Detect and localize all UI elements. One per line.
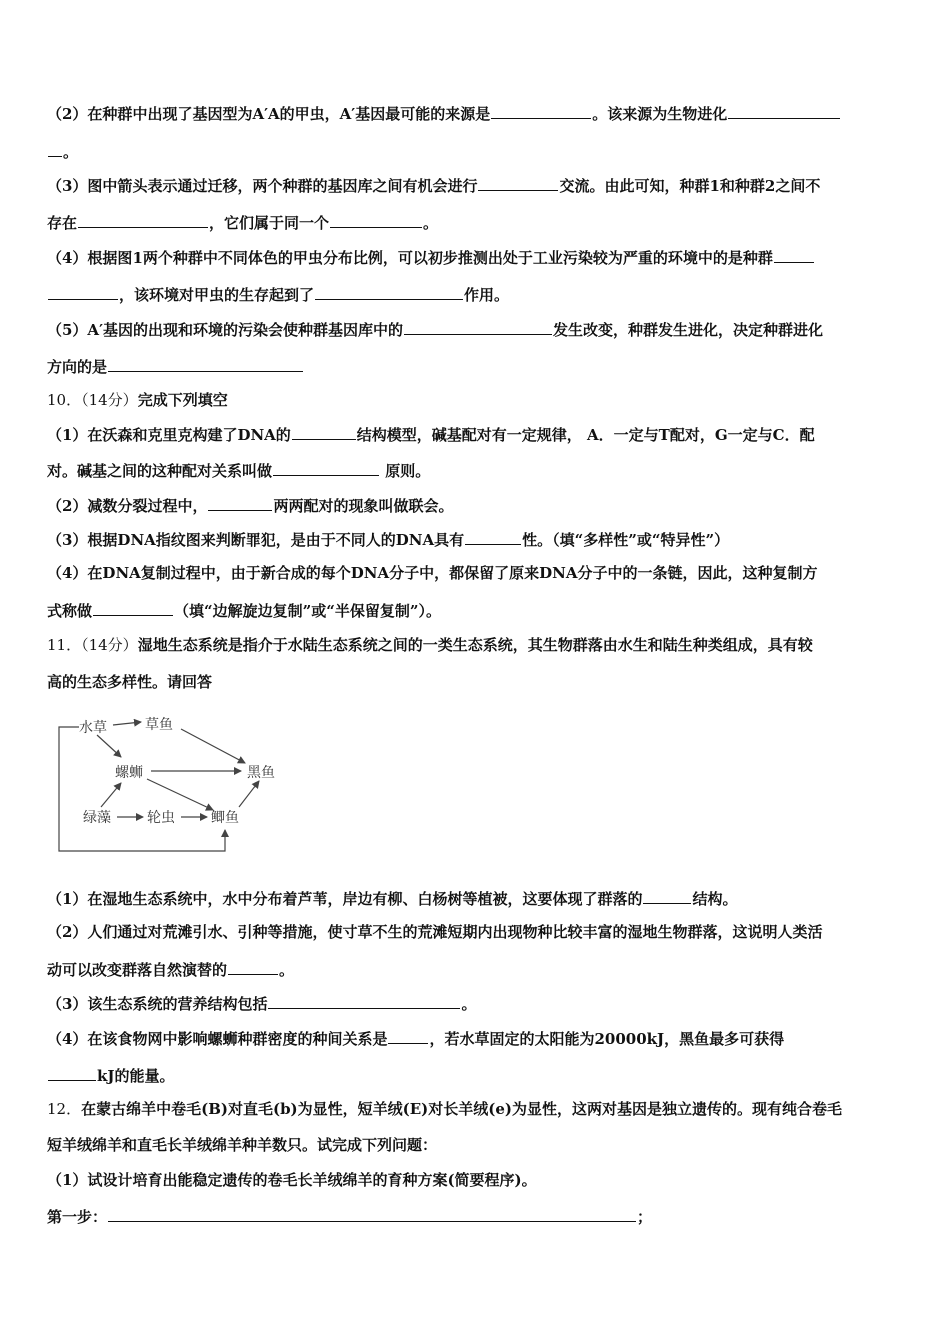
q11-line-4b xyxy=(47,1065,175,1086)
q11-p3-text: 。 xyxy=(461,995,477,1013)
q10-p4-text: 式称做 xyxy=(47,602,93,620)
q11-line-2b xyxy=(47,959,294,980)
q10-p1-text: 对。碱基之间的这种配对关系叫做 xyxy=(47,462,273,480)
q11-line-3 xyxy=(47,993,476,1014)
q10-line-4b xyxy=(47,600,441,621)
q11-p1-text: （1）在湿地生态系统中，水中分布着芦苇，岸边有柳、白杨树等植被，这要体现了群落的 xyxy=(47,890,643,908)
node-lvzao: 绿藻 xyxy=(83,810,111,826)
answer-blank[interactable] xyxy=(48,1065,96,1081)
q9-p2-text: 。 xyxy=(63,143,79,161)
q11-heading xyxy=(47,635,813,655)
q9-line-2b xyxy=(47,141,78,162)
q10-p2-text: 两两配对的现象叫做联会。 xyxy=(273,497,454,515)
answer-blank[interactable] xyxy=(268,993,460,1009)
q10-line-4 xyxy=(47,563,818,583)
answer-blank[interactable] xyxy=(728,103,840,119)
q11-line-2 xyxy=(47,922,822,942)
q10-p4-text: （4）在DNA复制过程中，由于新合成的每个DNA分子中，都保留了原来DNA分子中的一条链，因此，这种复制方 xyxy=(47,564,818,582)
answer-blank[interactable] xyxy=(292,424,356,440)
answer-blank[interactable] xyxy=(478,175,558,191)
answer-blank[interactable] xyxy=(643,888,691,904)
arrow-luosi-jiyu xyxy=(147,779,213,810)
q11-heading-line2 xyxy=(47,672,212,692)
q11-p4-text: （4）在该食物网中影响螺蛳种群密度的种间关系是 xyxy=(47,1030,388,1048)
answer-blank[interactable] xyxy=(774,247,814,263)
node-shuicao: 水草 xyxy=(79,720,107,736)
q9-line-3 xyxy=(47,175,820,196)
answer-blank[interactable] xyxy=(465,529,521,545)
q9-line-4b xyxy=(47,284,509,305)
q9-p3-text: ，它们属于同一个 xyxy=(209,214,330,232)
answer-blank[interactable] xyxy=(315,284,463,300)
answer-blank[interactable] xyxy=(108,356,303,372)
q12-title: 短羊绒绵羊和直毛长羊绒绵羊种羊数只。试完成下列问题： xyxy=(47,1136,438,1154)
step1-text: ； xyxy=(637,1208,653,1226)
answer-blank[interactable] xyxy=(388,1028,428,1044)
node-lunchong: 轮虫 xyxy=(147,810,175,826)
arrow-shuicao-jiyu xyxy=(59,727,225,851)
answer-blank[interactable] xyxy=(404,319,552,335)
q10-p1-text: 原则。 xyxy=(380,462,431,480)
q9-p2-text: 。该来源为生物进化 xyxy=(592,105,728,123)
q11-p4-text: ，若水草固定的太阳能为20000kJ，黑鱼最多可获得 xyxy=(429,1030,785,1048)
answer-blank[interactable] xyxy=(273,460,379,476)
q11-line-4 xyxy=(47,1028,784,1049)
arrow-jiyu-heiyu xyxy=(239,781,259,807)
answer-blank[interactable] xyxy=(48,284,118,300)
q12-line-1 xyxy=(47,1170,537,1190)
node-heiyu: 黑鱼 xyxy=(247,765,275,781)
q9-line-4 xyxy=(47,247,815,268)
arrow-caoyu-heiyu xyxy=(181,729,245,763)
q11-title: 高的生态多样性。请回答 xyxy=(47,673,213,691)
q9-line-5 xyxy=(47,319,823,340)
q10-line-1b xyxy=(47,460,430,481)
answer-blank[interactable] xyxy=(330,212,422,228)
answer-blank[interactable] xyxy=(208,495,272,511)
q9-p3-text: 。 xyxy=(423,214,439,232)
answer-blank[interactable] xyxy=(78,212,208,228)
q9-line-5b xyxy=(47,356,304,377)
q11-p4-text: kJ的能量。 xyxy=(97,1067,175,1085)
q11-p1-text: 结构。 xyxy=(692,890,738,908)
food-web-diagram xyxy=(55,707,295,857)
q12-title: 在蒙古绵羊中卷毛(B)对直毛(b)为显性，短羊绒(E)对长羊绒(e)为显性，这两对基因是独立遗传的。现有纯合卷毛 xyxy=(81,1100,843,1118)
arrow-shuicao-caoyu xyxy=(113,722,141,725)
q10-title: 完成下列填空 xyxy=(137,391,228,409)
answer-blank[interactable] xyxy=(93,600,173,616)
arrow-lvzao-luosi xyxy=(101,783,121,807)
node-jiyu: 鲫鱼 xyxy=(211,810,239,826)
q11-title: 湿地生态系统是指介于水陆生态系统之间的一类生态系统，其生物群落由水生和陆生种类组成，具有较 xyxy=(137,636,813,654)
q11-p2-text: （2）人们通过对荒滩引水、引种等措施，使寸草不生的荒滩短期内出现物种比较丰富的湿地生物群落，这说明人类活 xyxy=(47,923,823,941)
q10-p4-text: （填“边解旋边复制”或“半保留复制”）。 xyxy=(174,602,442,620)
answer-blank[interactable] xyxy=(491,103,591,119)
q12-heading-line2 xyxy=(47,1135,437,1155)
q10-p1-text: （1）在沃森和克里克构建了DNA的 xyxy=(47,426,291,444)
q9-p2-text: （2）在种群中出现了基因型为A′A的甲虫，A′基因最可能的来源是 xyxy=(47,105,491,123)
answer-blank[interactable] xyxy=(228,959,278,975)
q10-p3-text: 性。（填“多样性”或“特异性”） xyxy=(522,531,730,549)
q10-line-3 xyxy=(47,529,729,550)
q11-p3-text: （3）该生态系统的营养结构包括 xyxy=(47,995,268,1013)
q10-p1-text: 结构模型，碱基配对有一定规律， A．一定与T配对，G一定与C．配 xyxy=(356,426,815,444)
q11-p2-text: 动可以改变群落自然演替的 xyxy=(47,961,228,979)
q10-p2-text: （2）减数分裂过程中， xyxy=(47,497,208,515)
step1-label: 第一步： xyxy=(47,1208,108,1226)
q11-number: 11．（14分） xyxy=(47,636,138,654)
q9-line-3b xyxy=(47,212,438,233)
node-luosi: 螺蛳 xyxy=(115,765,143,781)
q9-p5-text: 发生改变，种群发生进化，决定种群进化 xyxy=(553,321,824,339)
q9-p4-text: （4）根据图1两个种群中不同体色的甲虫分布比例，可以初步推测出处于工业污染较为严重的环境中的是种群 xyxy=(47,249,773,267)
q11-line-1 xyxy=(47,888,737,909)
q12-heading xyxy=(47,1099,842,1119)
q12-p1-text: （1）试设计培育出能稳定遗传的卷毛长羊绒绵羊的育种方案(简要程序)。 xyxy=(47,1171,537,1189)
q9-line-2 xyxy=(47,103,841,124)
q9-p3-text: （3）图中箭头表示通过迁移，两个种群的基因库之间有机会进行 xyxy=(47,177,478,195)
q9-p3-text: 交流。由此可知，种群1和种群2之间不 xyxy=(559,177,821,195)
q9-p4-text: ，该环境对甲虫的生存起到了 xyxy=(119,286,315,304)
q9-p3-text: 存在 xyxy=(47,214,78,232)
node-caoyu: 草鱼 xyxy=(145,717,173,733)
q9-p5-text: 方向的是 xyxy=(47,358,108,376)
q10-p3-text: （3）根据DNA指纹图来判断罪犯，是由于不同人的DNA具有 xyxy=(47,531,465,549)
q9-p4-text: 作用。 xyxy=(464,286,510,304)
q10-line-2 xyxy=(47,495,453,516)
arrow-shuicao-luosi xyxy=(97,735,121,757)
answer-blank[interactable] xyxy=(108,1206,636,1222)
q12-number: 12． xyxy=(47,1100,82,1118)
q9-p5-text: （5）A′基因的出现和环境的污染会使种群基因库中的 xyxy=(47,321,404,339)
q10-line-1 xyxy=(47,424,815,445)
q12-step1 xyxy=(47,1206,652,1227)
q10-heading xyxy=(47,390,228,410)
answer-blank[interactable] xyxy=(48,141,62,157)
q11-p2-text: 。 xyxy=(279,961,295,979)
q10-number: 10．（14分） xyxy=(47,391,138,409)
